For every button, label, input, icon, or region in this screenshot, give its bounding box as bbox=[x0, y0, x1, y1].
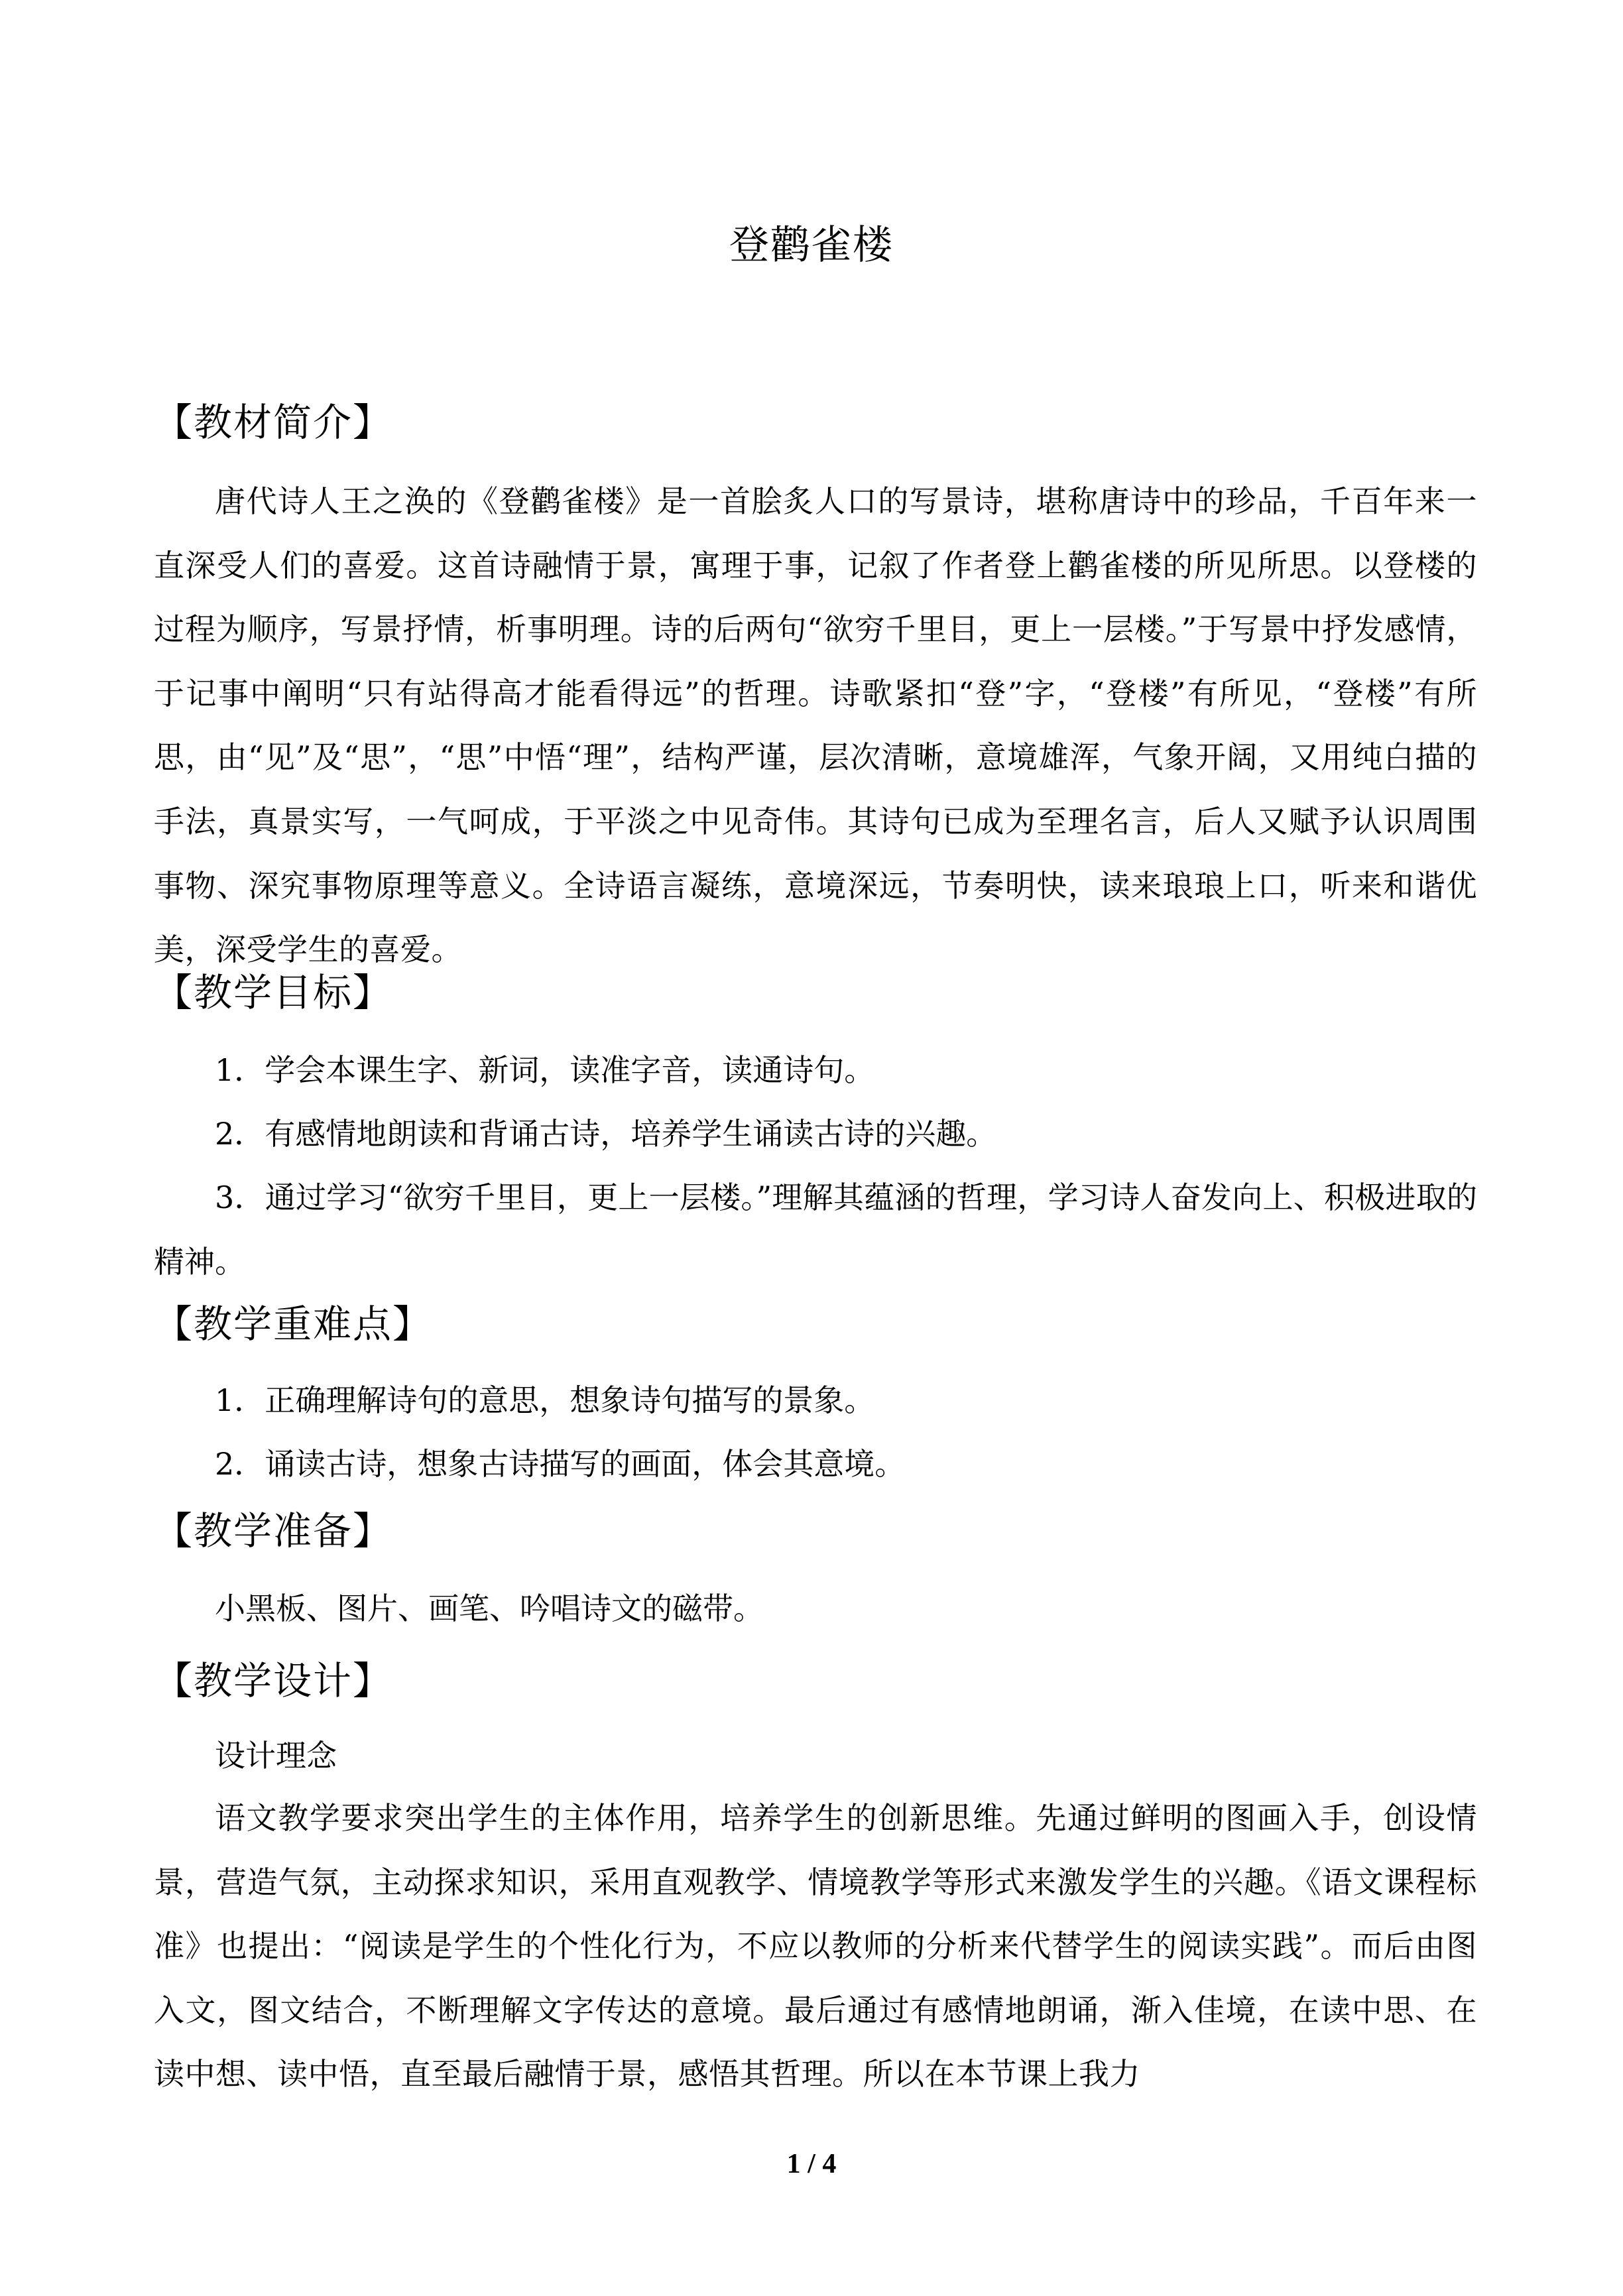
goal-item-3: 3．通过学习“欲穷千里目，更上一层楼。”理解其蕴涵的哲理，学习诗人奋发向上、积极进取的精神。 bbox=[154, 1179, 1477, 1280]
goal-item-2: 2．有感情地朗读和背诵古诗，培养学生诵读古诗的兴趣。 bbox=[215, 1116, 997, 1152]
design-subheading: 设计理念 bbox=[215, 1738, 337, 1774]
section-heading-design: 【教学设计】 bbox=[154, 1658, 393, 1703]
section-heading-preparation: 【教学准备】 bbox=[154, 1508, 393, 1553]
preparation-text: 小黑板、图片、画笔、吟唱诗文的磁带。 bbox=[215, 1591, 764, 1626]
design-paragraph: 语文教学要求突出学生的主体作用，培养学生的创新思维。先通过鲜明的图画入手，创设情景，营造气氛，主动探求知识，采用直观教学、情境教学等形式来激发学生的兴趣。《语文课程标准》也提出：“阅读是学生的个性化行为，不应以教师的分析来代替学生的阅读实践”。而后由图入文，图文结合，不断理解文字传达的意境。最后通过有感情地朗诵，渐入佳境，在读中思、在读中想、读中悟，直至最后融情于景，感悟其哲理。所以在本节课上我力 bbox=[154, 1800, 1477, 2092]
key-point-item-1: 1．正确理解诗句的意思，想象诗句描写的景象。 bbox=[215, 1382, 875, 1418]
section-heading-intro: 【教材简介】 bbox=[154, 400, 393, 445]
goal-item-1: 1．学会本课生字、新词，读准字音，读通诗句。 bbox=[215, 1052, 875, 1088]
key-point-item-2: 2．诵读古诗，想象古诗描写的画面，体会其意境。 bbox=[215, 1446, 906, 1482]
section-heading-goals: 【教学目标】 bbox=[154, 970, 393, 1015]
document-title: 登鹳雀楼 bbox=[729, 222, 894, 269]
intro-paragraph: 唐代诗人王之涣的《登鹳雀楼》是一首脍炙人口的写景诗，堪称唐诗中的珍品，千百年来一直深受人们的喜爱。这首诗融情于景，寓理于事，记叙了作者登上鹳雀楼的所见所思。以登楼的过程为顺序，写景抒情，析事明理。诗的后两句“欲穷千里目，更上一层楼。”于写景中抒发感情，于记事中阐明“只有站得高才能看得远”的哲理。诗歌紧扣“登”字，“登楼”有所见，“登楼”有所思，由“见”及“思”，“思”中悟“理”，结构严谨，层次清晰，意境雄浑，气象开阔，又用纯白描的手法，真景实写，一气呵成，于平淡之中见奇伟。其诗句已成为至理名言，后人又赋予认识周围事物、深究事物原理等意义。全诗语言凝练，意境深远，节奏明快，读来琅琅上口，听来和谐优美，深受学生的喜爱。 bbox=[154, 483, 1477, 968]
section-heading-key-points: 【教学重难点】 bbox=[154, 1301, 433, 1347]
page-number: 1 / 4 bbox=[786, 2149, 837, 2179]
